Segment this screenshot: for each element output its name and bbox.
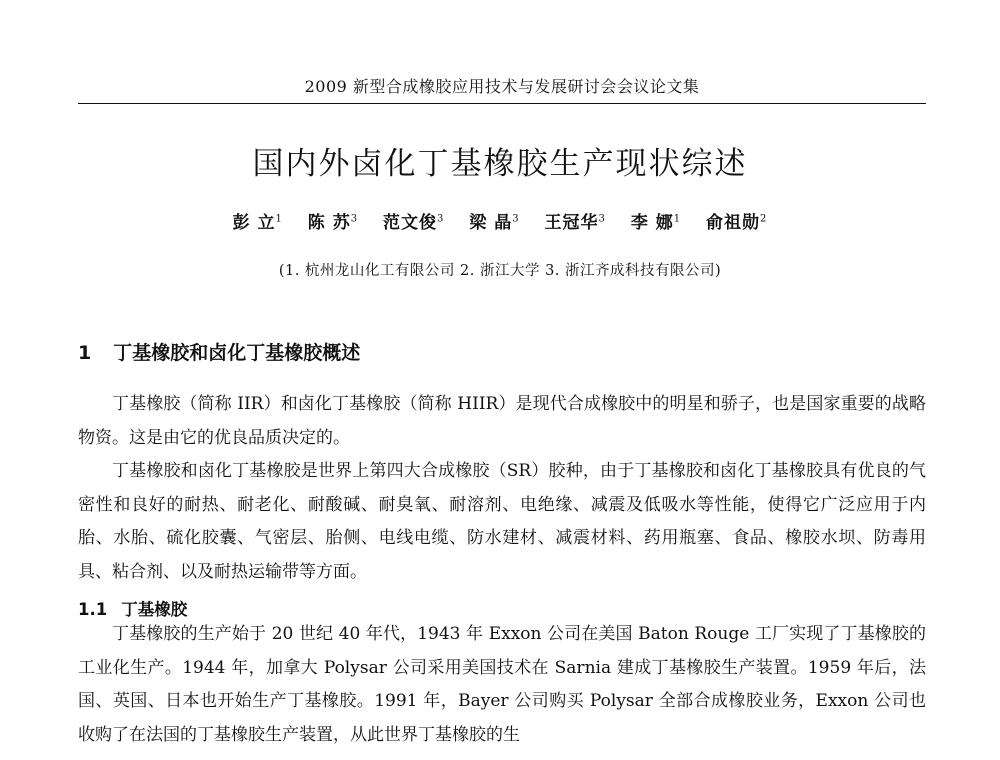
paragraph: 丁基橡胶（简称 IIR）和卤化丁基橡胶（简称 HIIR）是现代合成橡胶中的明星和骄子，也是国家重要的战略物资。这是由它的优良品质决定的。: [78, 394, 926, 448]
author: 彭 立$^1$: [232, 213, 283, 233]
author: 王冠华$^3$: [544, 213, 606, 233]
affiliations: (1. 杭州龙山化工有限公司 2. 浙江大学 3. 浙江齐成科技有限公司): [278, 263, 722, 279]
subsection-body: [78, 618, 926, 752]
subsection-number: 1.1: [78, 600, 108, 619]
running-header: 2009 新型合成橡胶应用技术与发展研讨会会议论文集: [304, 77, 700, 96]
paragraph: 丁基橡胶的生产始于 20 世纪 40 年代，1943 年 Exxon 公司在美国 Baton Rouge 工厂实现了丁基橡胶的工业化生产。1944 年，加拿大 Polysar 公司采用美国技术在 Sarnia 建成丁基橡胶生产装置。1959 年后，法国、英国、日本也开始生产丁基橡胶。1991 年，Bayer 公司购买 Polysar 全部合成橡胶业务，Exxon 公司也收购了在法国的丁基橡胶生产装置，从此世界丁基橡胶的生: [78, 624, 926, 745]
paper-title: 国内外卤化丁基橡胶生产现状综述: [252, 146, 748, 182]
section-title: 丁基橡胶和卤化丁基橡胶概述: [113, 342, 361, 364]
section-heading: [78, 338, 360, 365]
author: 俞祖勋$^2$: [706, 213, 768, 233]
author-list: [0, 208, 1000, 233]
author: 陈 苏$^3$: [307, 213, 359, 233]
section-number: 1: [78, 342, 92, 364]
author: 李 娜$^1$: [630, 213, 682, 233]
subsection-heading: [78, 596, 187, 620]
section-body: [78, 388, 926, 589]
author: 范文俊$^3$: [383, 213, 445, 233]
header-rule: [78, 103, 926, 104]
author: 梁 晶$^3$: [469, 213, 520, 233]
subsection-title: 丁基橡胶: [121, 600, 188, 619]
paragraph: 丁基橡胶和卤化丁基橡胶是世界上第四大合成橡胶（SR）胶种，由于丁基橡胶和卤化丁基橡胶具有优良的气密性和良好的耐热、耐老化、耐酸碱、耐臭氧、耐溶剂、电绝缘、减震及低吸水等性能，使得它广泛应用于内胎、水胎、硫化胶囊、气密层、胎侧、电线电缆、防水建材、减震材料、药用瓶塞、食品、橡胶水坝、防毒用具、粘合剂、以及耐热运输带等方面。: [78, 461, 926, 582]
